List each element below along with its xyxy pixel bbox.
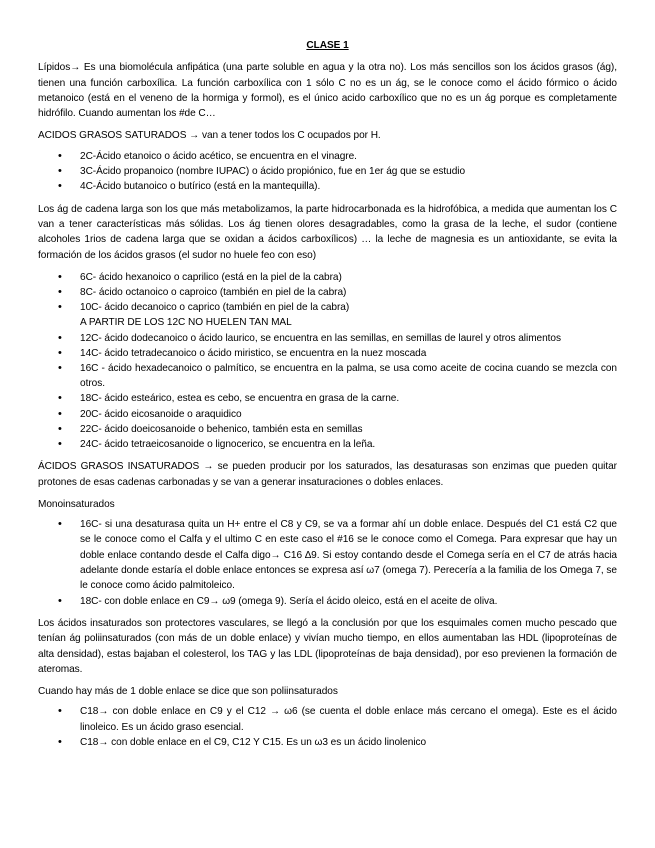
list-item: • 6C- ácido hexanoico o caprilico (está en la piel de la cabra) — [80, 270, 617, 285]
page-title: CLASE 1 — [306, 40, 349, 51]
list-item: • 14C- ácido tetradecanoico o ácido miristico, se encuentra en la nuez moscada — [80, 346, 617, 361]
list-note: A PARTIR DE LOS 12C NO HUELEN TAN MAL — [80, 317, 292, 329]
list-item: • 16C- si una desaturasa quita un H+ entre el C8 y C9, se va a formar ahí un doble enlace. Después del C1 está C2 que se le conoce como el Calfa y el ultimo C en este caso el #16 se le conoce como el Comega. Para expresar que hay un doble enlace contando desde el Calfa digo→ C16 ∆9. Si estoy contando desde el Comega sería en el C7 de atrás hacia adelante donde estaría el doble enlace entonces se expresa así ω7 (omega 7). Perecería a la familia de los Omega 7, se le conoce como ácido palmitoleico. — [80, 517, 617, 593]
list-item: • 24C- ácido tetraeicosanoide o lignocerico, se encuentra en la leña. — [80, 437, 617, 452]
list-item: • C18→ con doble enlace en el C9, C12 Y C15. Es un ω3 es un ácido linolenico — [80, 735, 617, 750]
list-item: • C18→ con doble enlace en C9 y el C12 → ω6 (se cuenta el doble enlace más cercano el omega). Este es el ácido linoleico. Es un ácido graso esencial. — [80, 704, 617, 735]
mono-heading: Monoinsaturados — [38, 498, 115, 510]
list-item: • 16C - ácido hexadecanoico o palmítico, se encuentra en la palma, se usa como aceite de cocina cuando se mezcla con otros. — [80, 361, 617, 391]
poly-list — [38, 704, 617, 750]
list-item: • 18C- con doble enlace en C9→ ω9 (omega 9). Sería el ácido oleico, está en el aceite de oliva. — [80, 594, 617, 609]
list-item: • 4C-Ácido butanoico o butírico (está en la mantequilla). — [80, 179, 617, 194]
list-item: • 10C- ácido decanoico o caprico (también en piel de la cabra) — [80, 300, 617, 315]
list-item: • 8C- ácido octanoico o caproico (también en piel de la cabra) — [80, 285, 617, 300]
saturated-heading: ACIDOS GRASOS SATURADOS → van a tener todos los C ocupados por H. — [38, 130, 381, 142]
list-item: • 3C-Ácido propanoico (nombre IUPAC) o ácido propiónico, fue en 1er ág que se estudio — [80, 164, 617, 179]
intro-paragraph: Lípidos→ Es una biomolécula anfipática (una parte soluble en agua y la otra no). Los más sencillos son los ácidos grasos (ág), tienen una función carboxílica. La función carboxílica con 1 sólo C no es un ág, se le conoce como el ácido fórmico o ácido metanoico (está en el veneno de la hormiga y formol), es el único acido carboxílico que no es un ág porque es completamente hidrófilo. Cuando aumentan los #de C… — [38, 62, 617, 120]
long-chain-list — [38, 270, 617, 452]
esquimales-paragraph: Los ácidos insaturados son protectores vasculares, se llegó a la conclusión por que los esquimales comen mucho pescado que tenían ág poliinsaturados (con más de un doble enlace) y vivían mucho tiempo, en ellos aumentaban las HDL (lipoproteínas de alta densidad), estas bajaban el colesterol, los TAG y las LDL (lipoproteínas de baja densidad), por eso previenen la formación de ateromas. — [38, 617, 617, 675]
list-item: • 12C- ácido dodecanoico o ácido laurico, se encuentra en las semillas, en semillas de laurel y otros alimentos — [80, 331, 617, 346]
long-chain-paragraph: Los ág de cadena larga son los que más metabolizamos, la parte hidrocarbonada es la hidrofóbica, a medida que aumentan los C van a tener características más sólidas. Los ág tienen olores desagradables, como la grasa de la leche, el sudor (contiene alcoholes 1rios de cadena larga que se oxidan a ácidos carboxílicos) … la leche de magnesia es un antioxidante, se evita la formación de los ácidos grasos (el sudor no huele feo con eso) — [38, 203, 617, 261]
list-item: • 18C- ácido esteárico, estea es cebo, se encuentra en grasa de la carne. — [80, 391, 617, 406]
mono-list — [38, 517, 617, 609]
list-item: • 2C-Ácido etanoico o ácido acético, se encuentra en el vinagre. — [80, 149, 617, 164]
poly-heading: Cuando hay más de 1 doble enlace se dice que son poliinsaturados — [38, 686, 338, 698]
list-item: • 20C- ácido eicosanoide o araquidico — [80, 407, 617, 422]
unsaturated-heading: ÁCIDOS GRASOS INSATURADOS → se pueden producir por los saturados, las desaturasas son enzimas que pueden quitar protones de esas cadenas carbonadas y se van a generar insaturaciones o dobles enlaces. — [38, 461, 617, 488]
short-chain-list — [38, 149, 617, 195]
list-item: • 22C- ácido doeicosanoide o behenico, también esta en semillas — [80, 422, 617, 437]
